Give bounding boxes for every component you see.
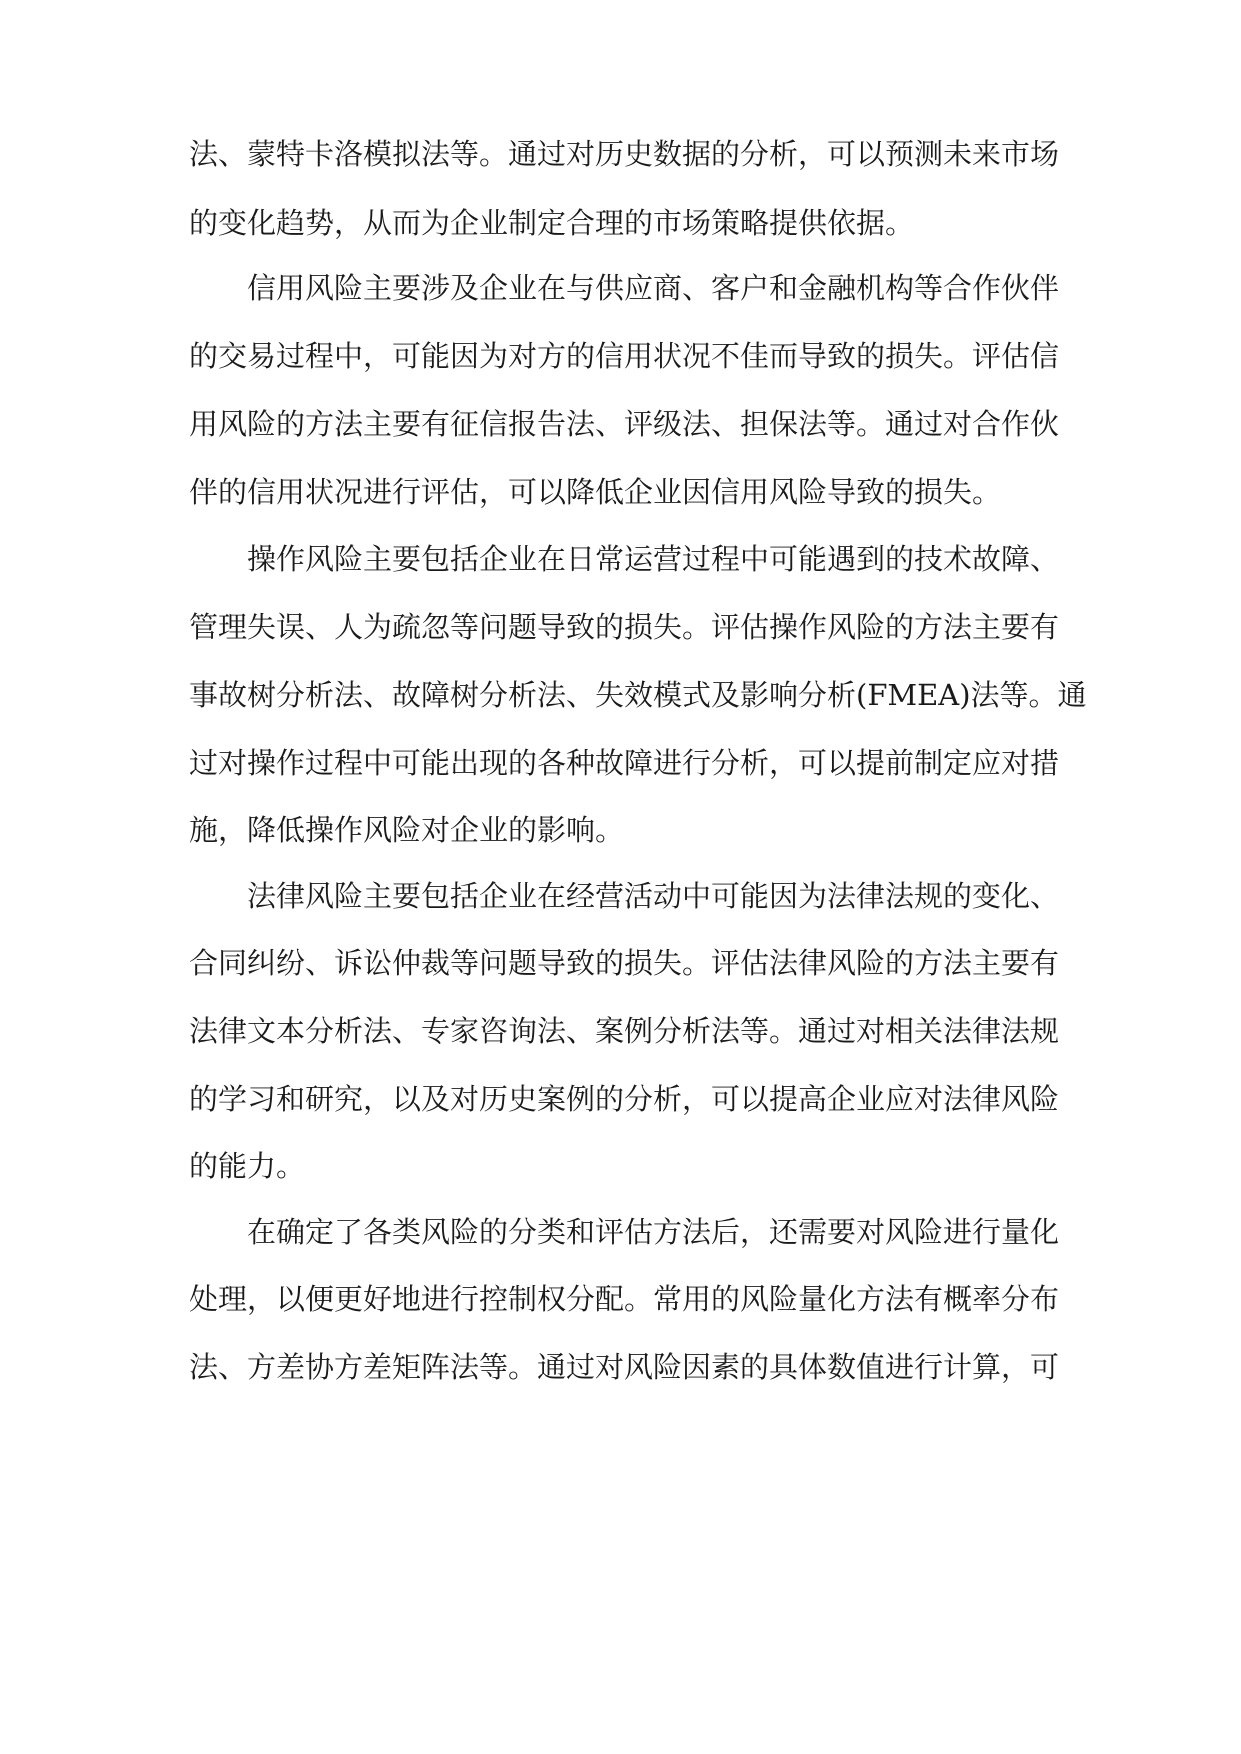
text-line: 的能力。	[189, 1149, 306, 1183]
paragraph-first-line: 在确定了各类风险的分类和评估方法后，还需要对风险进行量化	[247, 1215, 1060, 1249]
text-line: 合同纠纷、诉讼仲裁等问题导致的损失。评估法律风险的方法主要有	[189, 946, 1060, 980]
paragraph-first-line: 法律风险主要包括企业在经营活动中可能因为法律法规的变化、	[247, 879, 1060, 913]
text-line: 法、方差协方差矩阵法等。通过对风险因素的具体数值进行计算，可	[189, 1350, 1060, 1384]
text-line: 的学习和研究，以及对历史案例的分析，可以提高企业应对法律风险	[189, 1082, 1060, 1116]
paragraph-first-line: 信用风险主要涉及企业在与供应商、客户和金融机构等合作伙伴	[247, 271, 1060, 305]
text-line: 的交易过程中，可能因为对方的信用状况不佳而导致的损失。评估信	[189, 339, 1060, 373]
text-line: 法、蒙特卡洛模拟法等。通过对历史数据的分析，可以预测未来市场	[189, 137, 1060, 171]
text-line: 过对操作过程中可能出现的各种故障进行分析，可以提前制定应对措	[189, 746, 1060, 780]
paragraph-first-line: 操作风险主要包括企业在日常运营过程中可能遇到的技术故障、	[247, 542, 1060, 576]
text-line: 伴的信用状况进行评估，可以降低企业因信用风险导致的损失。	[189, 475, 1002, 509]
text-line: 处理，以便更好地进行控制权分配。常用的风险量化方法有概率分布	[189, 1282, 1060, 1316]
text-line: 施，降低操作风险对企业的影响。	[189, 813, 625, 847]
text-line: 事故树分析法、故障树分析法、失效模式及影响分析(FMEA)法等。通	[189, 678, 1087, 712]
text-line: 管理失误、人为疏忽等问题导致的损失。评估操作风险的方法主要有	[189, 610, 1060, 644]
text-line: 用风险的方法主要有征信报告法、评级法、担保法等。通过对合作伙	[189, 407, 1060, 441]
text-line: 的变化趋势，从而为企业制定合理的市场策略提供依据。	[189, 206, 915, 240]
text-line: 法律文本分析法、专家咨询法、案例分析法等。通过对相关法律法规	[189, 1014, 1060, 1048]
